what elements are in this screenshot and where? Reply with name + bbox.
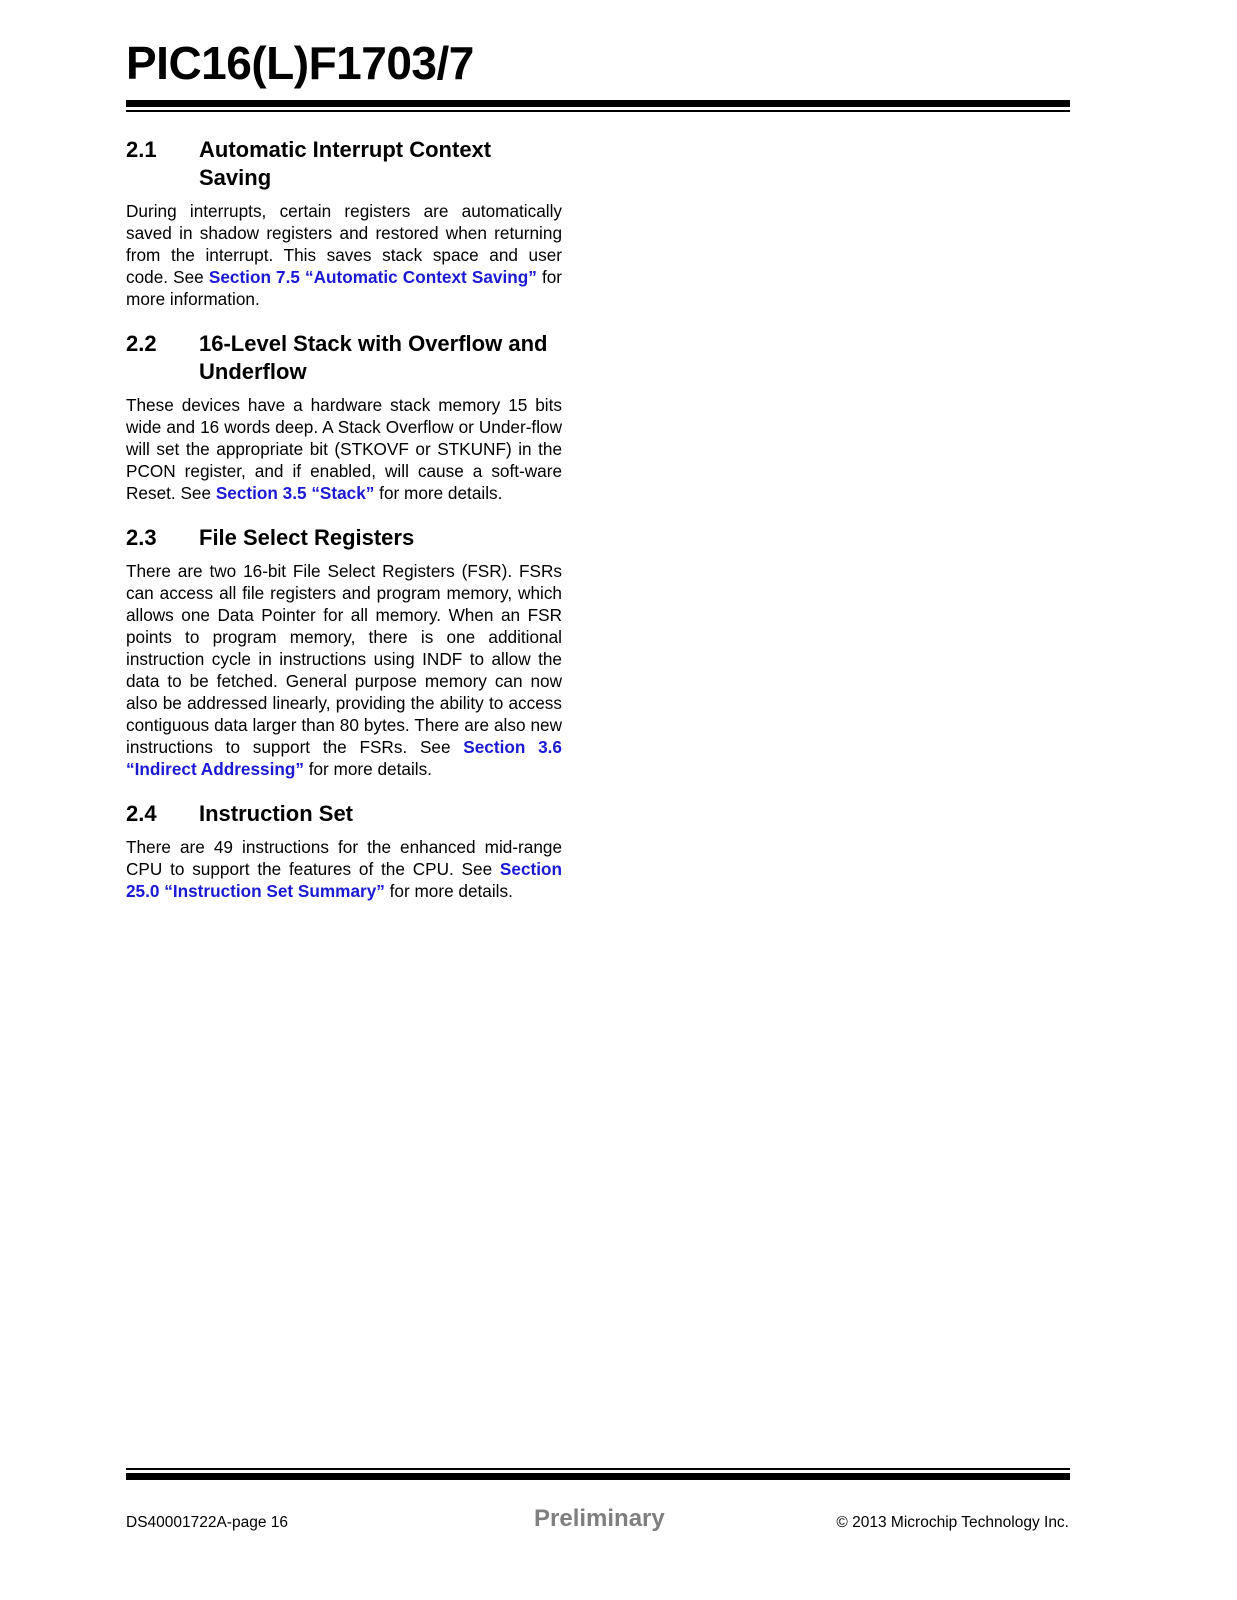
section-number: 2.4 (126, 801, 157, 826)
section-number: 2.2 (126, 331, 157, 356)
section-body (126, 394, 562, 504)
section-number: 2.1 (126, 137, 157, 162)
section-heading (126, 524, 562, 552)
section-link[interactable]: Section 3.6 “Indirect Addressing” (126, 737, 562, 779)
section-title: 16-Level Stack with Overflow and Underflow (199, 331, 548, 384)
section-title: Automatic Interrupt Context Saving (199, 137, 492, 190)
header-rule-thin (126, 110, 1070, 112)
section-2-4 (126, 800, 562, 902)
section-title: File Select Registers (199, 525, 415, 550)
body-text: There are 49 instructions for the enhanced mid-range CPU to support the features of the CPU. See (126, 837, 562, 879)
body-text: for more information. (126, 267, 562, 309)
body-text: for more details. (384, 881, 513, 901)
header-rule-thick (126, 100, 1070, 107)
section-number: 2.3 (126, 525, 157, 550)
section-2-3 (126, 524, 562, 780)
footer-doc-id: DS40001722A-page 16 (126, 1514, 289, 1531)
body-text: These devices have a hardware stack memory 15 bits wide and 16 words deep. A Stack Overflow or Under-flow will set the appropriate bit (STKOVF or STKUNF) in the PCON register, and if enabled, will cause a soft-ware Reset. See (126, 395, 562, 503)
section-body (126, 200, 562, 310)
body-text: for more details. (374, 483, 503, 503)
section-link[interactable]: Section 25.0 “Instruction Set Summary” (126, 859, 562, 901)
body-text: During interrupts, certain registers are automatically saved in shadow registers and restored when returning from the interrupt. This saves stack space and user code. See (126, 201, 562, 287)
section-2-2 (126, 330, 562, 504)
footer-rule-thick (126, 1473, 1070, 1480)
section-title: Instruction Set (199, 801, 354, 826)
section-link[interactable]: Section 3.5 “Stack” (215, 483, 375, 503)
section-body (126, 836, 562, 902)
footer-rule-thin (126, 1468, 1070, 1470)
section-heading (126, 136, 562, 192)
section-heading (126, 800, 562, 828)
footer-copyright: © 2013 Microchip Technology Inc. (836, 1514, 1069, 1531)
document-title: PIC16(L)F1703/7 (126, 37, 474, 89)
footer-status: Preliminary (534, 1505, 665, 1532)
content-column (126, 136, 562, 922)
section-2-1 (126, 136, 562, 310)
section-body (126, 560, 562, 780)
section-link[interactable]: Section 7.5 “Automatic Context Saving” (208, 267, 537, 287)
section-heading (126, 330, 562, 386)
body-text: for more details. (303, 759, 432, 779)
body-text: There are two 16-bit File Select Registers (FSR). FSRs can access all file registers and program memory, which allows one Data Pointer for all memory. When an FSR points to program memory, there is one additional instruction cycle in instructions using INDF to allow the data to be fetched. General purpose memory can now also be addressed linearly, providing the ability to access contiguous data larger than 80 bytes. There are also new instructions to support the FSRs. See (126, 561, 562, 757)
